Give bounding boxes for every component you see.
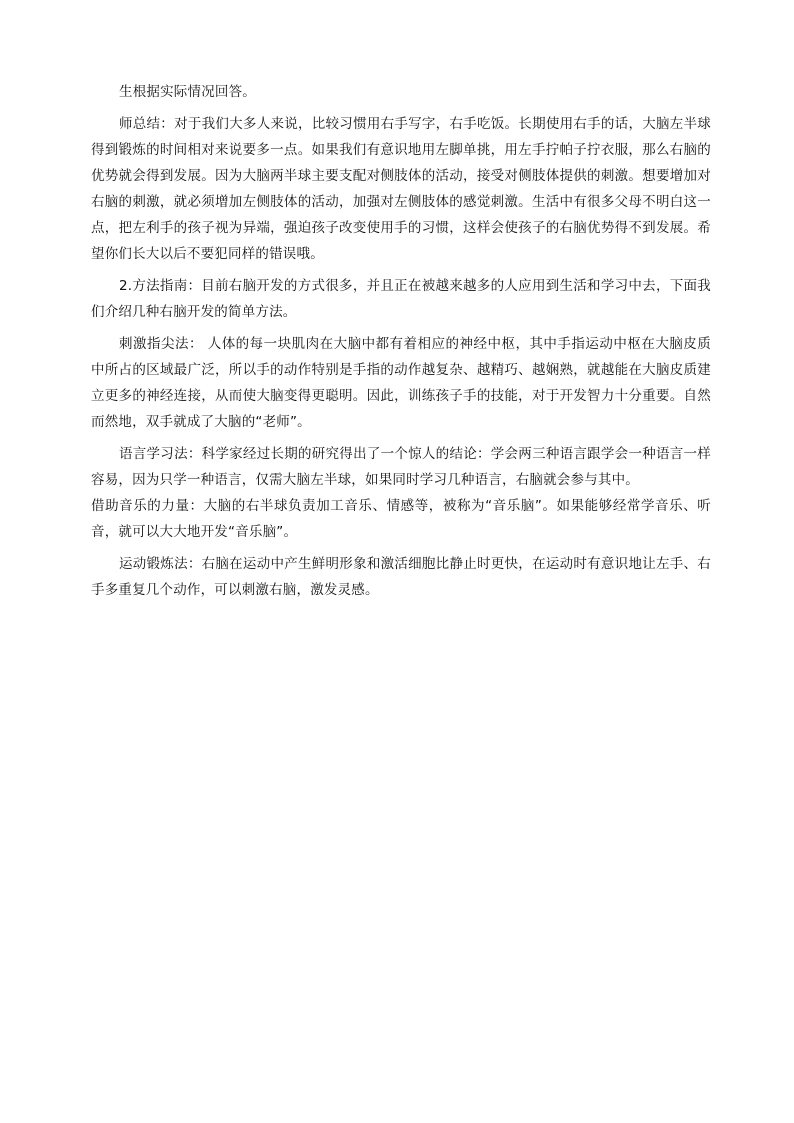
paragraph-student-answer: 生根据实际情况回答。 (119, 84, 256, 100)
document-body (91, 79, 711, 603)
paragraph-teacher-summary: 师总结：对于我们大多人来说，比较习惯用右手写字，右手吃饭。长期使用右手的话，大脑左半球得到锻炼的时间相对来说要多一点。如果我们有意识地用左脚单挑，用左手拧帕子拧衣服，那么右脑的优势就会得到发展。因为大脑两半球主要支配对侧肢体的活动，接受对侧肢体提供的刺激。想要增加对右脑的刺激，就必须增加左侧肢体的活动，加强对左侧肢体的感觉刺激。生活中有很多父母不明白这一点，把左利手的孩子视为异端，强迫孩子改变使用手的习惯，这样会使孩子的右脑优势得不到发展。希望你们长大以后不要犯同样的错误哦。 (91, 116, 711, 262)
paragraph-music-method: 借助音乐的力量：大脑的右半球负责加工音乐、情感等，被称为“音乐脑”。如果能够经常学音乐、听音，就可以大大地开发“音乐脑”。 (91, 498, 711, 540)
paragraph-method-guide: 2.方法指南：目前右脑开发的方式很多，并且正在被越来越多的人应用到生活和学习中去，下面我们介绍几种右脑开发的简单方法。 (91, 278, 711, 320)
paragraph-language-method: 语言学习法：科学家经过长期的研究得出了一个惊人的结论：学会两三种语言跟学会一种语言一样容易，因为只学一种语言，仅需大脑左半球，如果同时学习几种语言，右脑就会参与其中。 (91, 446, 711, 488)
paragraph-fingertip-method: 刺激指尖法： 人体的每一块肌肉在大脑中都有着相应的神经中枢，其中手指运动中枢在大脑皮质中所占的区域最广泛，所以手的动作特别是手指的动作越复杂、越精巧、越娴熟，就越能在大脑皮质建立更多的神经连接，从而使大脑变得更聪明。因此，训练孩子手的技能，对于开发智力十分重要。自然而然地，双手就成了大脑的“老师”。 (91, 336, 711, 430)
paragraph-exercise-method: 运动锻炼法：右脑在运动中产生鲜明形象和激活细胞比静止时更快，在运动时有意识地让左手、右手多重复几个动作，可以刺激右脑，激发灵感。 (91, 556, 711, 598)
